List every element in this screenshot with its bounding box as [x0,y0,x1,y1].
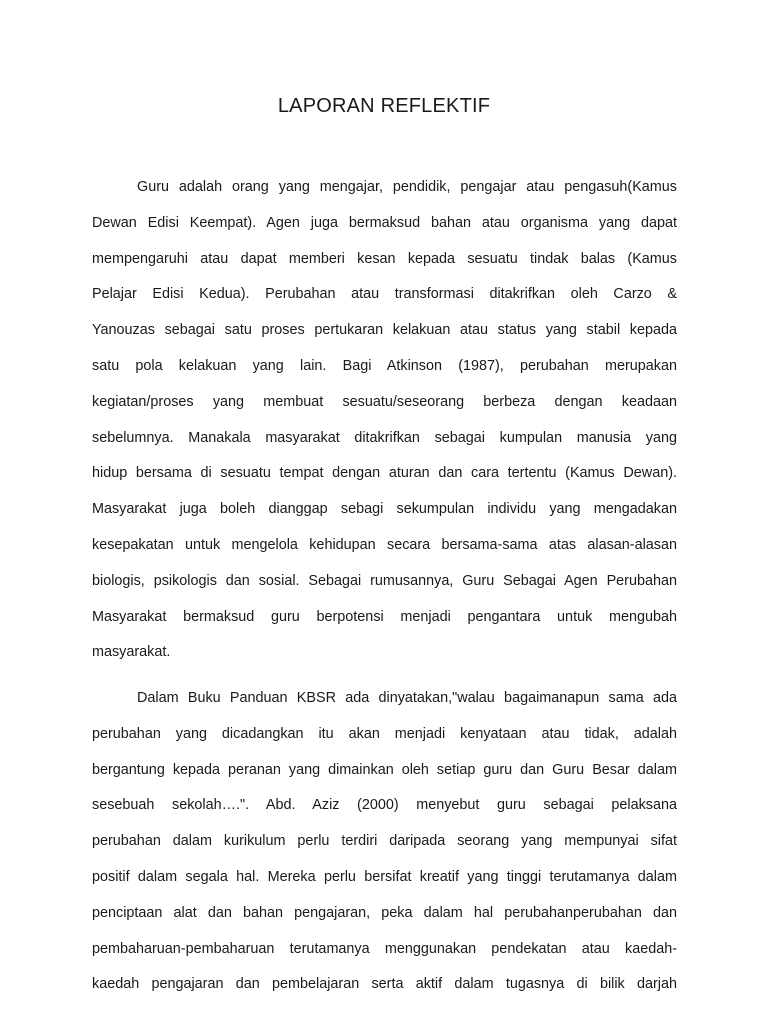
paragraph-line: perubahan dalam kurikulum perlu terdiri daripada seorang yang mempunyai sifat [92,833,677,850]
paragraph-line: penciptaan alat dan bahan pengajaran, peka dalam hal perubahanperubahan dan [92,904,677,921]
paragraph-line: biologis, psikologis dan sosial. Sebagai rumusannya, Guru Sebagai Agen Perubahan [92,572,677,589]
paragraph-line: Yanouzas sebagai satu proses pertukaran kelakuan atau status yang stabil kepada [92,322,677,339]
paragraph-line: positif dalam segala hal. Mereka perlu bersifat kreatif yang tinggi terutamanya dalam [92,868,677,885]
paragraph-line: pembaharuan-pembaharuan terutamanya menggunakan pendekatan atau kaedah- [92,940,677,957]
paragraph-line: satu pola kelakuan yang lain. Bagi Atkinson (1987), perubahan merupakan [92,357,677,374]
paragraph-2 [92,681,677,1003]
paragraph-line: Masyarakat bermaksud guru berpotensi menjadi pengantara untuk mengubah [92,608,677,625]
paragraph-line: bergantung kepada peranan yang dimainkan oleh setiap guru dan Guru Besar dalam [92,761,677,778]
paragraph-line: kegiatan/proses yang membuat sesuatu/seseorang berbeza dengan keadaan [92,393,677,410]
paragraph-line: masyarakat. [92,644,171,661]
paragraph-line: Masyarakat juga boleh dianggap sebagi sekumpulan individu yang mengadakan [92,501,677,518]
paragraph-line: Dalam Buku Panduan KBSR ada dinyatakan,"walau bagaimanapun sama ada [137,690,677,706]
paragraph-line: Dewan Edisi Keempat). Agen juga bermaksud bahan atau organisma yang dapat [92,214,677,231]
paragraph-line: mempengaruhi atau dapat memberi kesan kepada sesuatu tindak balas (Kamus [92,250,677,267]
paragraph-line: kaedah pengajaran dan pembelajaran serta aktif dalam tugasnya di bilik darjah [92,976,677,993]
paragraph-line: perubahan yang dicadangkan itu akan menjadi kenyataan atau tidak, adalah [92,725,677,742]
document-title: LAPORAN REFLEKTIF [277,95,491,117]
paragraph-line: Guru adalah orang yang mengajar, pendidik, pengajar atau pengasuh(Kamus [137,179,677,195]
paragraph-line: sebelumnya. Manakala masyarakat ditakrifkan sebagai kumpulan manusia yang [92,429,677,446]
paragraph-line: sesebuah sekolah….". Abd. Aziz (2000) menyebut guru sebagai pelaksana [92,797,677,814]
paragraph-1 [92,170,677,671]
paragraph-line: Pelajar Edisi Kedua). Perubahan atau transformasi ditakrifkan oleh Carzo & [92,286,677,303]
paragraph-line: kesepakatan untuk mengelola kehidupan secara bersama-sama atas alasan-alasan [92,536,677,553]
paragraph-line: hidup bersama di sesuatu tempat dengan aturan dan cara tertentu (Kamus Dewan). [92,465,677,482]
